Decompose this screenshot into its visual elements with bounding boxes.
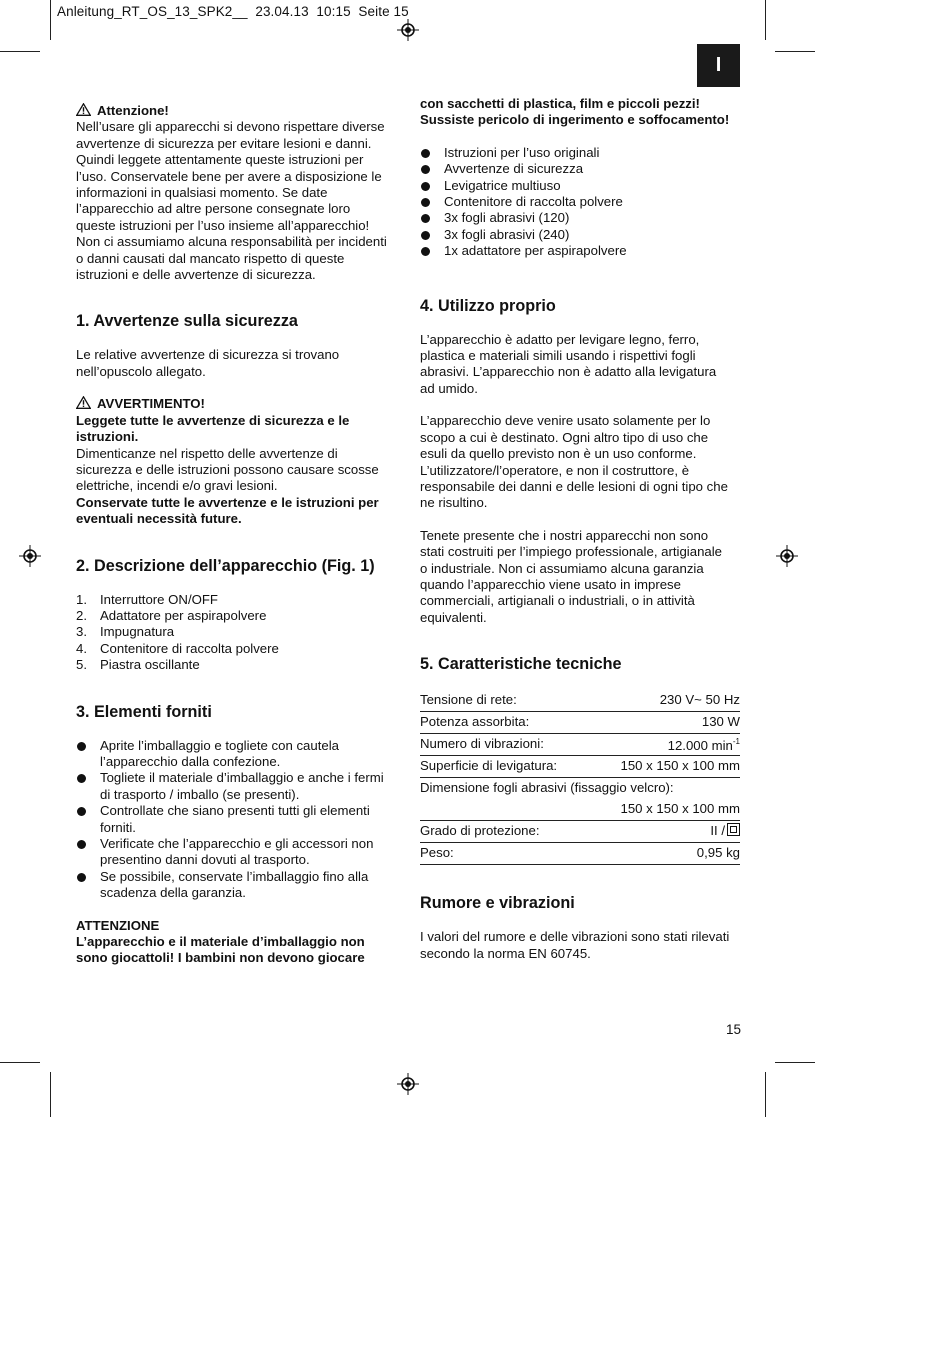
table-row bbox=[420, 756, 740, 778]
spec-label: Grado di protezione: bbox=[420, 821, 591, 843]
spec-value-text: II / bbox=[710, 823, 725, 839]
list-item bbox=[76, 869, 406, 902]
spec-value: 230 V~ 50 Hz bbox=[591, 690, 740, 712]
spec-value: 150 x 150 x 100 mm bbox=[591, 756, 740, 778]
bullet-icon bbox=[421, 247, 430, 256]
bullet-icon bbox=[421, 231, 430, 240]
list-item bbox=[420, 227, 750, 243]
s4-line: L’apparecchio è adatto per levigare legno, ferro, bbox=[420, 331, 700, 347]
list-item bbox=[76, 592, 406, 608]
list-item bbox=[76, 657, 406, 673]
slug-time: 10:15 bbox=[316, 4, 351, 19]
attention-line: Non ci assumiamo alcuna responsabilità per incidenti bbox=[76, 234, 387, 250]
item-text: Contenitore di raccolta polvere bbox=[100, 640, 279, 656]
warning-line: sicurezza e delle istruzioni possono causare scosse bbox=[76, 461, 379, 477]
item-text: 3x fogli abrasivi (240) bbox=[444, 226, 570, 242]
section-2-title: 2. Descrizione dell’apparecchio (Fig. 1) bbox=[76, 556, 375, 575]
spec-value: 0,95 kg bbox=[591, 843, 740, 865]
list-item bbox=[76, 641, 406, 657]
noise-title: Rumore e vibrazioni bbox=[420, 894, 575, 913]
attention-line: Quindi leggete attentamente queste istruzioni per bbox=[76, 152, 364, 168]
noise-line: I valori del rumore e delle vibrazioni sono stati rilevati bbox=[420, 929, 730, 945]
list-item bbox=[76, 803, 406, 836]
attention-line: informazioni in qualsiasi momento. Se date bbox=[76, 185, 328, 201]
item-number: 4. bbox=[76, 640, 87, 656]
warning-bold-line: Conservate tutte le avvertenze e le istruzioni per bbox=[76, 494, 379, 510]
page-number: 15 bbox=[725, 1022, 741, 1037]
s4-line: L’utilizzatore/l’operatore, e non il costruttore, è bbox=[420, 462, 690, 478]
s4-line: quando l’apparecchio viene usato in imprese bbox=[420, 576, 681, 592]
noise-line: secondo la norma EN 60745. bbox=[420, 945, 591, 961]
item-number: 2. bbox=[76, 607, 87, 623]
item-text: Interruttore ON/OFF bbox=[100, 591, 218, 607]
crop-mark bbox=[775, 51, 815, 52]
s4-line: equivalenti. bbox=[420, 609, 487, 625]
bullet-icon bbox=[421, 165, 430, 174]
bullet-icon bbox=[77, 840, 86, 849]
item-number: 1. bbox=[76, 591, 87, 607]
spec-label: Potenza assorbita: bbox=[420, 712, 591, 734]
item-text: Controllate che siano presenti tutti gli elementi bbox=[100, 803, 370, 819]
item-text: Verificate che l’apparecchio e gli accessori non bbox=[100, 836, 374, 851]
crop-mark bbox=[50, 1072, 51, 1117]
crop-mark bbox=[765, 1072, 766, 1117]
warning-heading bbox=[76, 396, 406, 412]
attention-heading bbox=[76, 103, 406, 119]
bullet-icon bbox=[421, 182, 430, 191]
spec-label: Dimensione fogli abrasivi (fissaggio velcro): bbox=[420, 780, 674, 796]
section-3-title: 3. Elementi forniti bbox=[76, 702, 212, 721]
slug-date: 23.04.13 bbox=[255, 4, 309, 19]
attention-line: o danni causati dal mancato rispetto di queste bbox=[76, 250, 345, 266]
section-5-title: 5. Caratteristiche tecniche bbox=[420, 655, 622, 674]
crop-mark bbox=[765, 0, 766, 40]
s1-line: Le relative avvertenze di sicurezza si trovano bbox=[76, 347, 340, 363]
s4-line: L’apparecchio deve venire usato solamente per lo bbox=[420, 413, 711, 429]
attention-line: queste istruzioni per l’uso insieme all’apparecchio! bbox=[76, 217, 370, 233]
list-item bbox=[76, 770, 406, 803]
list-item bbox=[420, 178, 750, 194]
table-row bbox=[420, 843, 740, 865]
bullet-icon bbox=[77, 742, 86, 751]
bullet-icon bbox=[421, 214, 430, 223]
list-item bbox=[420, 145, 750, 161]
spec-value: 150 x 150 x 100 mm bbox=[591, 799, 740, 821]
s1-line: nell’opuscolo allegato. bbox=[76, 363, 206, 379]
list-item bbox=[76, 738, 406, 771]
s4-line: stati costruiti per l’impiego professionale, artigianale bbox=[420, 544, 722, 560]
list-item bbox=[76, 836, 406, 869]
spec-value-text: 12.000 min bbox=[667, 738, 733, 754]
table-row bbox=[420, 778, 740, 800]
item-text: forniti. bbox=[100, 819, 136, 835]
spec-exponent: -1 bbox=[732, 737, 740, 747]
spec-label: Tensione di rete: bbox=[420, 690, 591, 712]
list-item bbox=[76, 624, 406, 640]
bullet-icon bbox=[421, 198, 430, 207]
crop-mark bbox=[775, 1062, 815, 1063]
warning-line: elettriche, incendi e/o gravi lesioni. bbox=[76, 478, 278, 494]
spec-value bbox=[591, 734, 740, 756]
list-item bbox=[420, 194, 750, 210]
list-item bbox=[420, 161, 750, 177]
continued-warning-line: Sussiste pericolo di ingerimento e soffocamento! bbox=[420, 112, 730, 128]
item-text: Adattatore per aspirapolvere bbox=[100, 607, 267, 623]
crop-mark bbox=[50, 0, 51, 40]
spec-label: Peso: bbox=[420, 843, 591, 865]
registration-mark-icon bbox=[19, 545, 41, 567]
warning-title: AVVERTIMENTO! bbox=[97, 396, 205, 412]
item-text: di trasporto / imballo (se presenti). bbox=[100, 786, 300, 802]
s4-line: esuli da quello previsto non è un uso conforme. bbox=[420, 446, 697, 462]
list-item bbox=[76, 608, 406, 624]
item-text: Avvertenze di sicurezza bbox=[444, 161, 584, 177]
item-text: Se possibile, conservate l’imballaggio fino alla bbox=[100, 868, 369, 884]
warning-bold-line: eventuali necessità future. bbox=[76, 511, 242, 527]
section-1-title: 1. Avvertenze sulla sicurezza bbox=[76, 312, 298, 331]
language-tab: I bbox=[697, 44, 740, 87]
warning-bold-line: istruzioni. bbox=[76, 429, 139, 445]
item-text: Piastra oscillante bbox=[100, 657, 200, 673]
registration-mark-icon bbox=[397, 19, 419, 41]
attention-line: avvertenze di sicurezza per evitare lesioni e danni. bbox=[76, 135, 372, 151]
table-row bbox=[420, 712, 740, 734]
attenzione-label: ATTENZIONE bbox=[76, 917, 160, 933]
attenzione-line: sono giocattoli! I bambini non devono giocare bbox=[76, 950, 365, 966]
s4-line: ne risultino. bbox=[420, 495, 488, 511]
list-item bbox=[420, 243, 750, 259]
item-text: presentino danni dovuti al trasporto. bbox=[100, 852, 310, 868]
spec-label: Superficie di levigatura: bbox=[420, 756, 591, 778]
warning-triangle-icon bbox=[76, 396, 91, 409]
item-text: Togliete il materiale d’imballaggio e anche i fermi bbox=[100, 770, 384, 786]
s4-line: scopo a cui è destinato. Ogni altro tipo di uso che bbox=[420, 429, 709, 445]
warning-triangle-icon bbox=[76, 103, 91, 116]
crop-mark bbox=[0, 51, 40, 52]
item-text: 1x adattatore per aspirapolvere bbox=[444, 243, 627, 259]
slug-file: Anleitung_RT_OS_13_SPK2__ bbox=[57, 4, 248, 19]
item-text: l’apparecchio dalla confezione. bbox=[100, 753, 281, 769]
item-text: Aprite l’imballaggio e togliete con cautela bbox=[100, 737, 339, 753]
item-text: scadenza della garanzia. bbox=[100, 885, 246, 901]
table-row bbox=[420, 821, 740, 843]
item-number: 5. bbox=[76, 657, 87, 673]
section-4-title: 4. Utilizzo proprio bbox=[420, 296, 556, 315]
table-row bbox=[420, 734, 740, 756]
item-text: Contenitore di raccolta polvere bbox=[444, 194, 623, 210]
spec-table bbox=[420, 690, 740, 865]
table-row bbox=[420, 690, 740, 712]
warning-line: Dimenticanze nel rispetto delle avvertenze di bbox=[76, 445, 338, 461]
right-column bbox=[420, 96, 750, 962]
spec-label: Numero di vibrazioni: bbox=[420, 734, 591, 756]
attention-title: Attenzione! bbox=[97, 103, 169, 118]
attention-line: Nell’usare gli apparecchi si devono rispettare diverse bbox=[76, 119, 385, 135]
item-text: Istruzioni per l’uso originali bbox=[444, 144, 600, 160]
bullet-icon bbox=[421, 149, 430, 158]
instruction-list bbox=[76, 738, 406, 902]
item-text: Levigatrice multiuso bbox=[444, 177, 561, 193]
s4-line: Tenete presente che i nostri apparecchi non sono bbox=[420, 527, 709, 543]
spec-value: 130 W bbox=[591, 712, 740, 734]
item-text: 3x fogli abrasivi (120) bbox=[444, 210, 570, 226]
print-slug bbox=[57, 4, 409, 19]
s4-line: commerciali, artigianali o industriali, o in attività bbox=[420, 593, 695, 609]
bullet-icon bbox=[77, 807, 86, 816]
attention-line: l’uso. Conservatele bene per avere a disposizione le bbox=[76, 168, 382, 184]
s4-line: plastica e materiali simili usando i rispettivi fogli bbox=[420, 348, 696, 364]
double-insulation-icon bbox=[727, 823, 740, 836]
continued-warning-line: con sacchetti di plastica, film e piccoli pezzi! bbox=[420, 96, 700, 111]
spec-value bbox=[591, 821, 740, 843]
parts-list bbox=[76, 592, 406, 674]
left-column bbox=[76, 103, 406, 967]
attention-line: istruzioni e delle avvertenze di sicurezza. bbox=[76, 267, 316, 283]
supplied-items-list bbox=[420, 145, 750, 260]
s4-line: responsabile dei danni e delle lesioni di ogni tipo che bbox=[420, 478, 728, 494]
attenzione-line: L’apparecchio e il materiale d’imballaggio non bbox=[76, 934, 365, 950]
item-text: Impugnatura bbox=[100, 624, 175, 640]
s4-line: ad umido. bbox=[420, 380, 478, 396]
s4-line: abrasivi. L’apparecchio non è adatto alla levigatura bbox=[420, 364, 717, 380]
attention-line: l’apparecchio ad altre persone consegnate loro bbox=[76, 201, 351, 217]
item-number: 3. bbox=[76, 624, 87, 640]
registration-mark-icon bbox=[397, 1073, 419, 1095]
bullet-icon bbox=[77, 873, 86, 882]
crop-mark bbox=[0, 1062, 40, 1063]
bullet-icon bbox=[77, 774, 86, 783]
table-row bbox=[420, 799, 740, 821]
registration-mark-icon bbox=[776, 545, 798, 567]
s4-line: o industriale. Non ci assumiamo alcuna garanzia bbox=[420, 560, 704, 576]
warning-bold-line: Leggete tutte le avvertenze di sicurezza e le bbox=[76, 412, 350, 428]
slug-page: Seite 15 bbox=[358, 4, 409, 19]
list-item bbox=[420, 210, 750, 226]
